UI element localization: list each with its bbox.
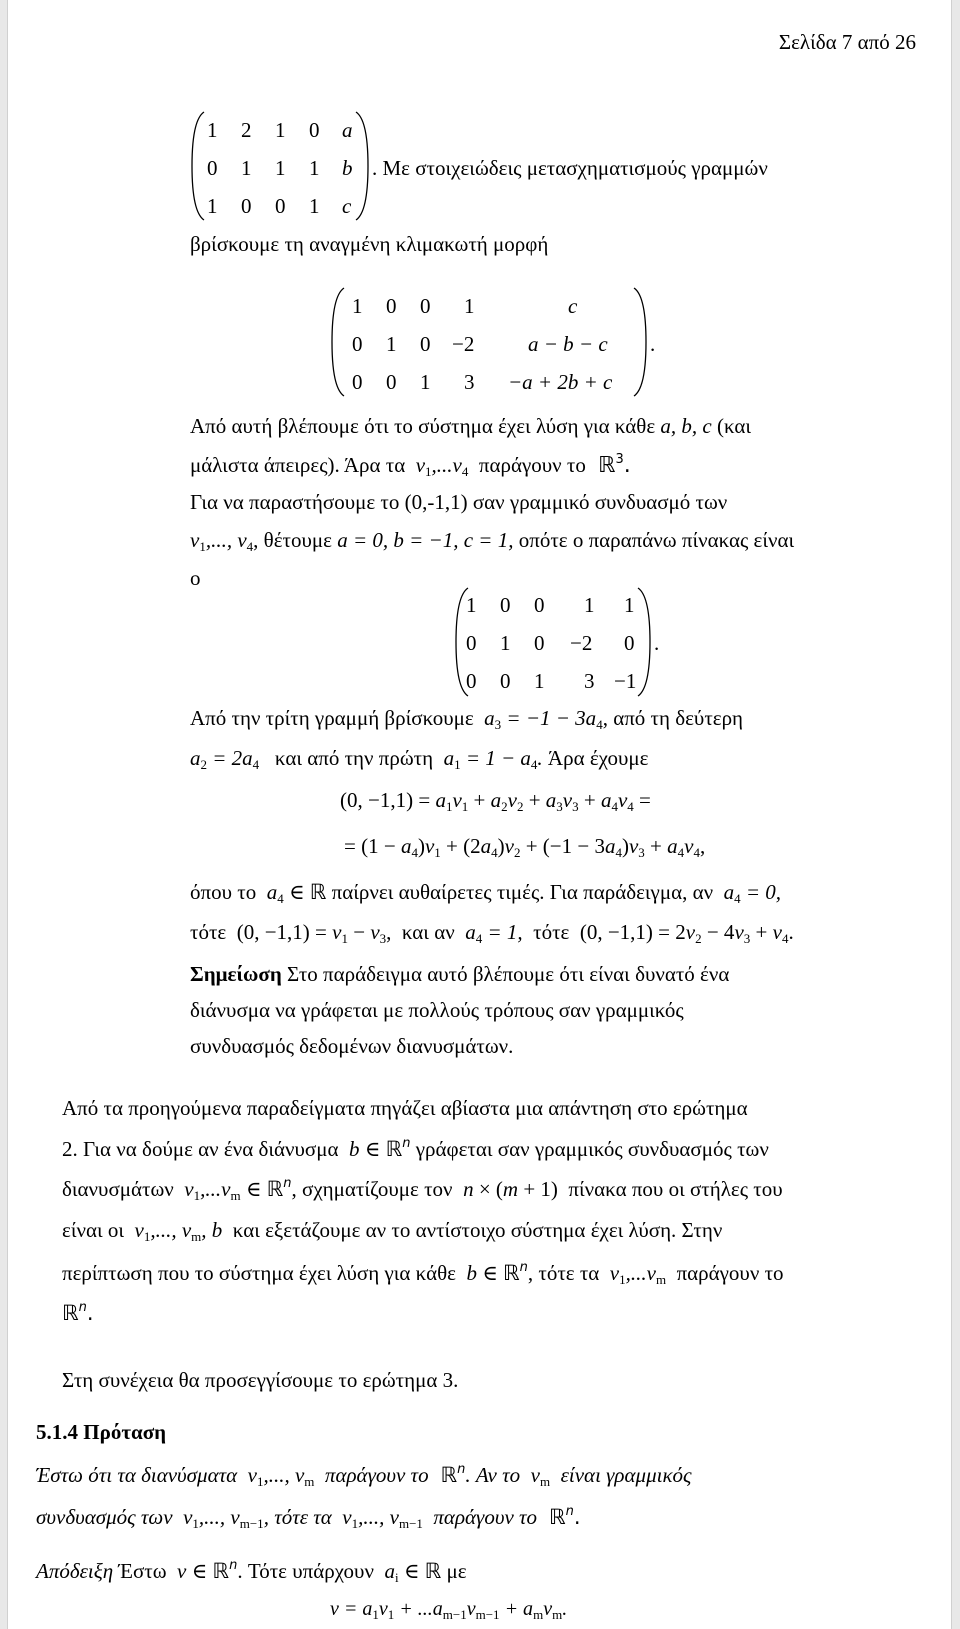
body-line — [190, 920, 794, 947]
math-Rn: ℝ$^n$. — [62, 1300, 94, 1325]
matrix-cell: 0 — [309, 118, 320, 142]
body-line: ο — [190, 566, 201, 590]
matrix-cell: −2 — [452, 332, 475, 356]
math-v-in: v ∈ — [171, 1559, 213, 1583]
math-n-by-m1: n × (m + 1) — [463, 1177, 564, 1201]
math-a3: $a_3 = -1 - 3a_4$ — [478, 706, 603, 732]
body-line: Στη συνέχεια θα προσεγγίσουμε το ερώτημα 3. — [62, 1368, 459, 1392]
matrix-cell: c — [342, 194, 352, 218]
math-v1-vm-b: $v_1$,..., $v_m$, b — [129, 1218, 228, 1244]
matrix-cell: 1 — [241, 156, 252, 180]
text: παράγουν το — [676, 1261, 784, 1285]
math-R: ℝ — [309, 880, 327, 904]
text: παράγουν το — [478, 453, 586, 477]
body-line — [190, 880, 781, 907]
text: τότε — [190, 920, 227, 944]
matrix-3-right-paren — [636, 586, 652, 698]
text: και αν — [401, 920, 455, 944]
text: παράγουν το — [433, 1505, 538, 1529]
body-line — [62, 1176, 783, 1204]
math-v1-vm: $v_1,...v_m$ ∈ — [179, 1177, 267, 1203]
math-v1-v4: $v_1$,..., $v_4$ — [190, 528, 254, 554]
matrix-cell: 2 — [241, 118, 252, 142]
proof-equation: $v = a_1v_1 + ...a_{m-1}v_{m-1} + a_mv_m$. — [330, 1598, 568, 1622]
matrix-cell: −a + 2b + c — [508, 370, 613, 394]
math-a1: $a_1 = 1 - a_4$. — [438, 746, 543, 772]
proof-line — [36, 1558, 467, 1586]
text: με — [446, 1559, 467, 1583]
text: Έστω ότι τα διανύσματα — [36, 1463, 238, 1487]
math-a4-in-R: $a_4$ ∈ — [261, 880, 310, 906]
matrix-cell: 0 — [534, 593, 545, 617]
body-line — [190, 414, 751, 439]
math-v1-vm1: $v_1$,..., $v_{m-1}$ — [337, 1505, 423, 1531]
equation-2: = $(1 - a_4)v_1 + (2a_4)v_2 + (-1 - 3a_4)v_3 + a_4v_4$, — [344, 834, 706, 860]
note-line: συνδυασμός δεδομένων διανυσμάτων. — [190, 1034, 514, 1058]
matrix-cell: 1 — [275, 156, 286, 180]
body-line: Από τα προηγούμενα παραδείγματα πηγάζει αβίαστα μια απάντηση στο ερώτημα — [62, 1096, 748, 1120]
note-line: διάνυσμα να γράφεται με πολλούς τρόπους σαν γραμμικός — [190, 998, 684, 1022]
math-Rn: ℝ$^n$ — [266, 1176, 292, 1201]
text: συνδυασμός των — [36, 1505, 173, 1529]
matrix-cell: 0 — [386, 294, 397, 318]
text: , σχηματίζουμε τον — [291, 1177, 453, 1201]
matrix-cell: 1 — [464, 294, 475, 318]
matrix-cell: 1 — [275, 118, 286, 142]
proposition-line — [36, 1462, 692, 1490]
text: είναι γραμμικός — [560, 1463, 692, 1487]
matrix-cell: 0 — [275, 194, 286, 218]
body-line — [62, 1260, 784, 1288]
body-line — [190, 528, 794, 555]
matrix-cell: 0 — [534, 631, 545, 655]
text: και από την πρώτη — [274, 746, 434, 770]
body-line — [190, 706, 743, 733]
body-line — [62, 1218, 722, 1245]
text: γράφεται σαν γραμμικός συνδυασμός των — [415, 1137, 769, 1161]
proposition-line — [36, 1504, 581, 1532]
math-a4-one: $a_4 = 1$, — [459, 920, 528, 946]
matrix-2-left-paren — [330, 286, 346, 398]
proposition-heading: 5.1.4 Πρόταση — [36, 1420, 167, 1444]
math-Rn: ℝ$^n$ — [433, 1462, 466, 1487]
math-v1-v4: $v_1,...v_4$ — [410, 453, 469, 479]
math-v1-vm1: $v_1$,..., $v_{m-1}$ — [177, 1505, 264, 1531]
matrix-cell: b — [342, 156, 353, 180]
matrix-cell: 1 — [420, 370, 431, 394]
matrix-cell: 1 — [500, 631, 511, 655]
text: πίνακα που οι στήλες του — [568, 1177, 783, 1201]
math-a2: $a_2 = 2a_4$ — [190, 746, 260, 772]
math-R3: ℝ$^3$. — [591, 452, 631, 478]
math-eq: a = 0, b = −1, c = 1, — [337, 528, 514, 552]
note-line — [190, 962, 729, 987]
matrix-cell: 0 — [466, 631, 477, 655]
matrix-cell: 0 — [352, 370, 363, 394]
matrix-cell: 1 — [386, 332, 397, 356]
math-ai: $a_i$ ∈ — [379, 1559, 425, 1585]
math-eq-v1-v3: (0, $-1,1) = v_1 - v_3$, — [231, 920, 397, 946]
matrix-cell: 1 — [534, 669, 545, 693]
matrix-cell: c — [568, 294, 578, 318]
body-line — [190, 746, 648, 773]
text: . Αν το — [465, 1463, 521, 1487]
matrix-cell: 0 — [420, 332, 431, 356]
text: μάλιστα άπειρες). Άρα τα — [190, 453, 406, 477]
math-eq-combo: (0, $-1,1) = 2v_2 - 4v_3 + v_4$. — [574, 920, 794, 946]
math-vars: a, b, c — [660, 414, 712, 438]
matrix-cell: −2 — [570, 631, 593, 655]
math-Rn: ℝ$^n$. — [542, 1504, 581, 1529]
matrix-cell: 1 — [309, 194, 320, 218]
page-number: Σελίδα 7 από 26 — [778, 30, 916, 54]
math-a4-zero: $a_4 = 0$, — [718, 880, 782, 906]
math-b: b ∈ — [343, 1137, 386, 1161]
matrix-cell: 0 — [624, 631, 635, 655]
matrix-cell: 1 — [466, 593, 477, 617]
math-v1-vm: $v_1$,..., $v_m$ — [242, 1463, 315, 1489]
text: , τότε τα — [263, 1505, 332, 1529]
text: όπου το — [190, 880, 257, 904]
matrix-3-trailing-text: . — [654, 631, 660, 655]
matrix-cell: 0 — [207, 156, 218, 180]
matrix-cell: 0 — [500, 593, 511, 617]
equation-1: (0, $-1,1) = a_1v_1 + a_2v_2 + a_3v_3 + a_4v_4$ = — [340, 788, 651, 814]
text: και εξετάζουμε αν το αντίστοιχο σύστημα έχει λύση. Στην — [232, 1218, 723, 1242]
text: Έστω — [118, 1559, 167, 1583]
math-Rn: ℝ$^n$ — [212, 1558, 238, 1583]
text: τότε — [533, 920, 570, 944]
matrix-cell: 0 — [466, 669, 477, 693]
text: παίρνει αυθαίρετες τιμές. Για παράδειγμα, αν — [331, 880, 714, 904]
matrix-2-trailing-text: . — [650, 332, 656, 356]
text: Από την τρίτη γραμμή βρίσκουμε — [190, 706, 474, 730]
text: . Τότε υπάρχουν — [237, 1559, 374, 1583]
body-line — [62, 1300, 94, 1326]
math-Rn: ℝ$^n$ — [385, 1136, 411, 1161]
matrix-cell: a — [342, 118, 353, 142]
page-left-border — [0, 0, 8, 1629]
body-text: βρίσκουμε τη αναγμένη κλιμακωτή μορφή — [190, 232, 549, 256]
matrix-cell: a − b − c — [528, 332, 608, 356]
body-line — [190, 452, 631, 480]
math-b: b ∈ — [461, 1261, 503, 1285]
matrix-1-trailing-text: . Με στοιχειώδεις μετασχηματισμούς γραμμών — [372, 156, 768, 180]
matrix-cell: 1 — [207, 118, 218, 142]
matrix-1-right-paren — [354, 110, 370, 222]
text: , τότε τα — [527, 1261, 600, 1285]
matrix-cell: 0 — [386, 370, 397, 394]
matrix-cell: 0 — [241, 194, 252, 218]
matrix-cell: 1 — [624, 593, 635, 617]
matrix-cell: 1 — [207, 194, 218, 218]
matrix-cell: 3 — [464, 370, 475, 394]
matrix-cell: 0 — [352, 332, 363, 356]
math-vm: $v_m$ — [525, 1463, 551, 1489]
text: διανυσμάτων — [62, 1177, 174, 1201]
math-v1-vm: $v_1,...v_m$ — [604, 1261, 667, 1287]
text: Από αυτή βλέπουμε ότι το σύστημα έχει λύση για κάθε — [190, 414, 656, 438]
matrix-cell: 0 — [420, 294, 431, 318]
proof-label: Απόδειξη — [36, 1559, 114, 1583]
matrix-cell: 1 — [352, 294, 363, 318]
text: , θέτουμε — [253, 528, 332, 552]
matrix-cell: 1 — [584, 593, 595, 617]
matrix-1-left-paren — [190, 110, 206, 222]
math-R: ℝ — [424, 1559, 442, 1583]
body-line — [62, 1136, 769, 1162]
text: παράγουν το — [324, 1463, 429, 1487]
text: 2. Για να δούμε αν ένα διάνυσμα — [62, 1137, 339, 1161]
matrix-cell: −1 — [614, 669, 637, 693]
text: (και — [717, 414, 752, 438]
page-right-border — [951, 0, 960, 1629]
math-Rn: ℝ$^n$ — [503, 1260, 528, 1285]
body-line: Για να παραστήσουμε το (0,-1,1) σαν γραμμικό συνδυασμό των — [190, 490, 728, 514]
matrix-2-right-paren — [632, 286, 648, 398]
text: περίπτωση που το σύστημα έχει λύση για κάθε — [62, 1261, 456, 1285]
matrix-cell: 1 — [309, 156, 320, 180]
text: είναι οι — [62, 1218, 125, 1242]
text: οπότε ο παραπάνω πίνακας είναι — [518, 528, 795, 552]
matrix-cell: 3 — [584, 669, 595, 693]
note-title: Σημείωση — [190, 962, 282, 986]
text: Στο παράδειγμα αυτό βλέπουμε ότι είναι δυνατό ένα — [287, 962, 730, 986]
text: Άρα έχουμε — [547, 746, 649, 770]
matrix-cell: 0 — [500, 669, 511, 693]
text: , από τη δεύτερη — [602, 706, 744, 730]
